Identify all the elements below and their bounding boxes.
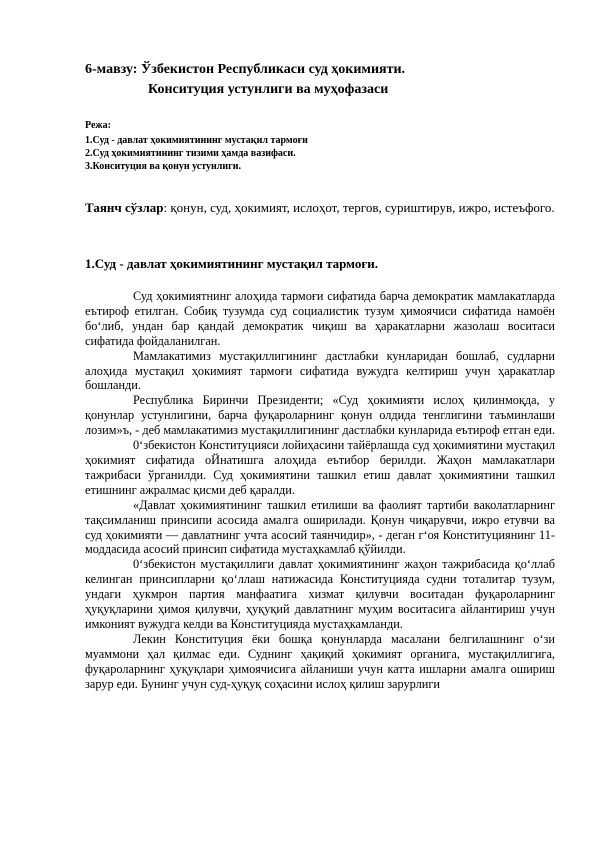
plan-heading: Режа: xyxy=(85,120,111,131)
plan-item: 3.Конситуция ва қонун устунлиги. xyxy=(85,161,241,172)
paragraph: «Давлат ҳокимиятининг ташкил етилиши ва фаолият тартиби ваколатларнинг тақсимланиш принсипи асосида амалга оширилади. Қонун чиқарувчи, ижро етувчи ва суд ҳокимияти — давлатнинг учта асосий таянчидир», - деган г‘оя Конституциянинг 11-моддасида асосий принсип сифатида мустаҳкамлаб қўйилди. xyxy=(85,497,555,557)
keywords-text: : қонун, суд, ҳокимият, ислоҳот, тергов, суриштирув, ижро, истеъфого. xyxy=(163,200,555,215)
paragraph: Лекин Конституция ёки бошқа қонунларда масалани белгилашнинг о‘зи муаммони ҳал қилмас еди. Суднинг ҳақиқий ҳокимият органига, мустақиллигига, фуқароларнинг ҳуқуқлари ҳимоячисига айланиши учун катта ишларни амалга ошириш зарур еди. Бунинг учун суд-ҳуқуқ соҳасини ислоҳ қилиш зарурлиги xyxy=(85,631,555,691)
keywords-block xyxy=(85,200,555,216)
section-heading: 1.Суд - давлат ҳокимиятининг мустақил тармоғи. xyxy=(85,256,378,271)
keywords-label: Таянч сўзлар xyxy=(85,200,164,215)
section-body xyxy=(85,289,555,691)
paragraph: 0‘збекистон Конституцияси лойиҳасини тайёрлашда суд ҳокимиятини мустақил ҳокимият сифатида оЙнатишга алоҳида еътибор берилди. Жаҳон мамлакатлари тажрибаси ўрганилди. Суд ҳокимиятини ташкил етиш давлат ҳокимиятини ташкил етишнинг ажралмас қисми деб қаралди. xyxy=(85,438,555,497)
paragraph: Мамлакатимиз мустақиллигининг дастлабки кунларидан бошлаб, судларни алоҳида мустақил ҳокимият тармоғи сифатида вужудга келтириш учун ҳаракатлар бошланди. xyxy=(85,348,555,393)
plan-item: 2.Суд ҳокимиятининг тизими ҳамда вазифаси. xyxy=(85,148,296,159)
paragraph: 0‘збекистон мустақиллиги давлат ҳокимиятининг жаҳон тажрибасида қо‘ллаб келинган принсипларни қо‘ллаш натижасида Конституцияда судни тоталитар тузум, ундаги ҳукмрон партия манфаатига хизмат қилувчи воситадан фуқароларнинг ҳуқуқларини ҳимоя қилувчи, ҳуқуқий давлатнинг муҳим воситасига айлантириш учун имконият вужудга келди ва Конституцияда мустаҳкамланди. xyxy=(85,557,555,631)
paragraph: Республика Биринчи Президенти; «Суд ҳокимияти ислоҳ қилинмоқда, у қонунлар устунлигини, барча фуқароларнинг қонун олдида тенглигини таъминлаши лозим»ъ, - деб мамлакатимиз мустақиллигининг дастлабки кунларида еътироф етган еди. xyxy=(85,393,556,438)
topic-subtitle: Конситуция устунлиги ва муҳофазаси xyxy=(148,82,389,97)
topic-title: 6-мавзу: Ўзбекистон Республикаси суд ҳокимияти. xyxy=(85,62,406,77)
paragraph: Суд ҳокимиятнинг алоҳида тармоғи сифатида барча демократик мамлакатларда еътироф етилган. Собиқ тузумда суд социалистик тузум ҳимоячиси сифатида намоён бо‘либ, ундан бар қандай демократик чиқиш ва ҳаракатларни жазолаш воситаси сифатида фойдаланилган. xyxy=(85,289,555,348)
plan-item: 1.Суд - давлат ҳокимиятининг мустақил тармоғи xyxy=(85,135,308,146)
plan-list xyxy=(85,134,308,173)
